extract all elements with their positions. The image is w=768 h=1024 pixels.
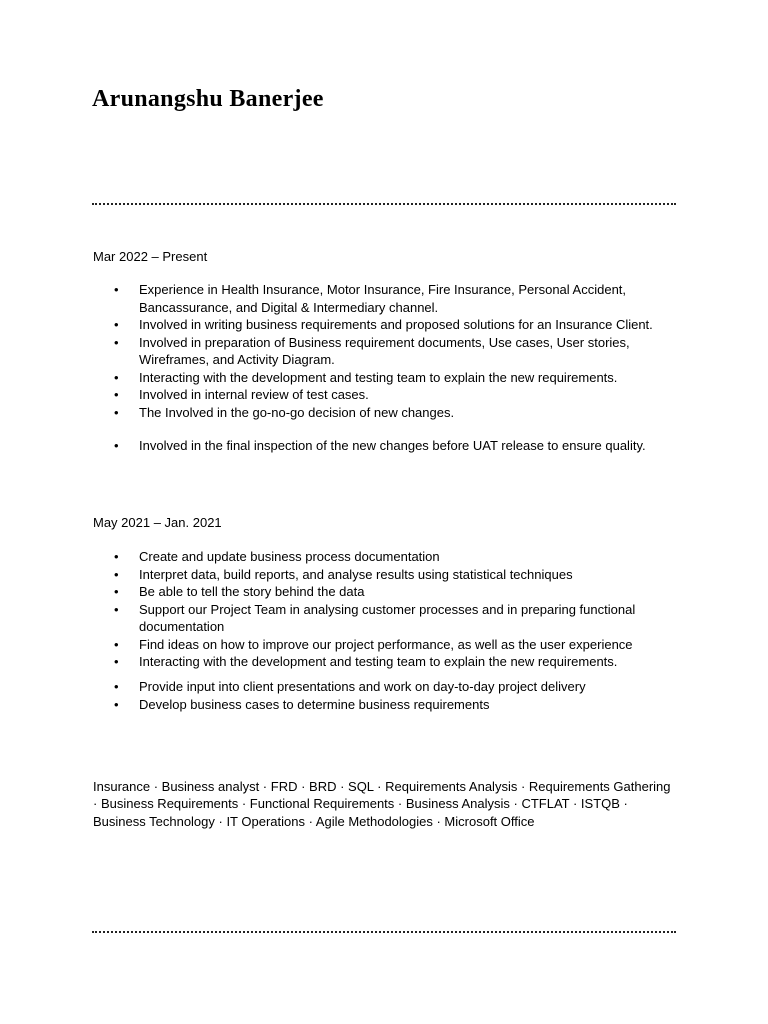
list-item: • Provide input into client presentations and work on day-to-day project delivery bbox=[93, 678, 683, 696]
list-item: • Interacting with the development and testing team to explain the new requirements. bbox=[93, 369, 683, 387]
list-item: • Experience in Health Insurance, Motor Insurance, Fire Insurance, Personal Accident, Bancassurance, and Digital & Intermediary channel. bbox=[93, 281, 683, 316]
candidate-name: Arunangshu Banerjee bbox=[92, 86, 324, 112]
list-item: • Support our Project Team in analysing customer processes and in preparing functional documentation bbox=[93, 601, 683, 636]
bottom-dotted-divider bbox=[92, 931, 676, 933]
experience-2-extra-bullet-list bbox=[93, 678, 683, 713]
list-item: • Be able to tell the story behind the data bbox=[93, 583, 683, 601]
experience-2-bullet-list bbox=[93, 548, 683, 671]
top-dotted-divider bbox=[92, 203, 676, 205]
list-item: • Involved in internal review of test cases. bbox=[93, 386, 683, 404]
list-item: • Create and update business process documentation bbox=[93, 548, 683, 566]
experience-1-date: Mar 2022 – Present bbox=[93, 249, 208, 264]
list-item: • The Involved in the go-no-go decision of new changes. bbox=[93, 404, 683, 422]
list-item: • Involved in preparation of Business requirement documents, Use cases, User stories, Wireframes, and Activity Diagram. bbox=[93, 334, 683, 369]
experience-1-bullet-list bbox=[93, 281, 683, 421]
list-item: • Develop business cases to determine business requirements bbox=[93, 696, 683, 714]
list-item: • Involved in the final inspection of the new changes before UAT release to ensure quality. bbox=[93, 437, 683, 455]
list-item: • Involved in writing business requirements and proposed solutions for an Insurance Client. bbox=[93, 316, 683, 334]
experience-2-date: May 2021 – Jan. 2021 bbox=[93, 515, 222, 530]
list-item: • Find ideas on how to improve our project performance, as well as the user experience bbox=[93, 636, 683, 654]
list-item: • Interpret data, build reports, and analyse results using statistical techniques bbox=[93, 566, 683, 584]
list-item: • Interacting with the development and testing team to explain the new requirements. bbox=[93, 653, 683, 671]
experience-1-extra-bullet-list bbox=[93, 437, 683, 455]
skills-list: Insurance · Business analyst · FRD · BRD · SQL · Requirements Analysis · Requirements Gathering · Business Requirements · Functional Requirements · Business Analysis · CTFLAT · ISTQB · Business Technology · IT Operations · Agile Methodologies · Microsoft Office bbox=[93, 779, 671, 829]
